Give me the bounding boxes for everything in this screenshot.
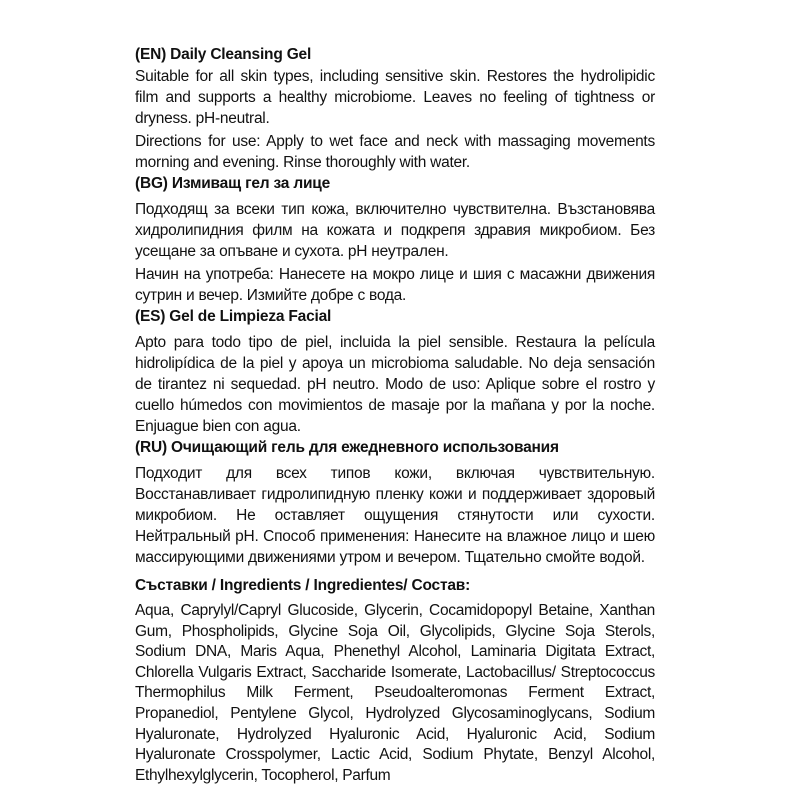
ingredients-list: Aqua, Caprylyl/Capryl Glucoside, Glycerin, Cocamidopopyl Betaine, Xanthan Gum, Phospholipids, Glycine Soja Oil, Glycolipids, Glycine Soja Sterols, Sodium DNA, Maris Aqua, Phenethyl Alcohol, Laminaria Digitata Extract, Chlorella Vulgaris Extract, Saccharide Isomerate, Lactobacillus/ Streptococcus Thermophilus Milk Ferment, Pseudoalteromonas Ferment Extract, Propanediol, Pentylene Glycol, Hydrolyzed Glycosaminoglycans, Sodium Hyaluronate, Hydrolyzed Hyaluronic Acid, Hyaluronic Acid, Sodium Hyaluronate Crosspolymer, Lactic Acid, Sodium Phytate, Benzyl Alcohol, Ethylhexylglycerin, Tocopherol, Parfum [135,602,655,784]
section-es [135,306,655,437]
section-en-description: Suitable for all skin types, including sensitive skin. Restores the hydrolipidic film and supports a healthy microbiome. Leaves no feeling of tightness or dryness. pH-neutral. [135,68,655,127]
section-bg-heading: (BG) Измиващ гел за лице [135,175,331,192]
section-bg [135,173,655,306]
section-en-directions: Directions for use: Apply to wet face and neck with massaging movements morning and evening. Rinse thoroughly with water. [135,133,655,171]
section-ru-text: Подходит для всех типов кожи, включая чувствительную. Восстанавливает гидролипидную пленку кожи и поддерживает здоровый микробиом. Не оставляет ощущения стянутости или сухости. Нейтральный pH. Способ применения: Нанесите на влажное лицо и шею массирующими движениями утром и вечером. Тщательно смойте водой. [135,465,655,566]
section-es-heading: (ES) Gel de Limpieza Facial [135,308,332,325]
section-en-heading: (EN) Daily Cleansing Gel [135,46,312,63]
section-bg-directions: Начин на употреба: Нанесете на мокро лице и шия с масажни движения сутрин и вечер. Измийте добре с вода. [135,266,655,304]
section-es-text: Apto para todo tipo de piel, incluida la piel sensible. Restaura la película hidrolipídica de la piel y apoya un microbioma saludable. No deja sensación de tirantez ni sequedad. pH neutro. Modo de uso: Aplique sobre el rostro y cuello húmedos con movimientos de masaje por la mañana y por la noche. Enjuague bien con agua. [135,334,655,435]
section-ru-heading: (RU) Очищающий гель для ежедневного использования [135,439,559,456]
section-bg-description: Подходящ за всеки тип кожа, включително чувствителна. Възстановява хидролипидния филм на кожата и подкрепя здравия микробиом. Без усещане за опъване и сухота. pH неутрален. [135,201,655,260]
section-ru [135,437,655,568]
section-en [135,44,655,173]
label-text-content [135,44,655,786]
ingredients-heading: Съставки / Ingredients / Ingredientes/ Состав: [135,577,471,594]
section-ingredients [135,575,655,786]
